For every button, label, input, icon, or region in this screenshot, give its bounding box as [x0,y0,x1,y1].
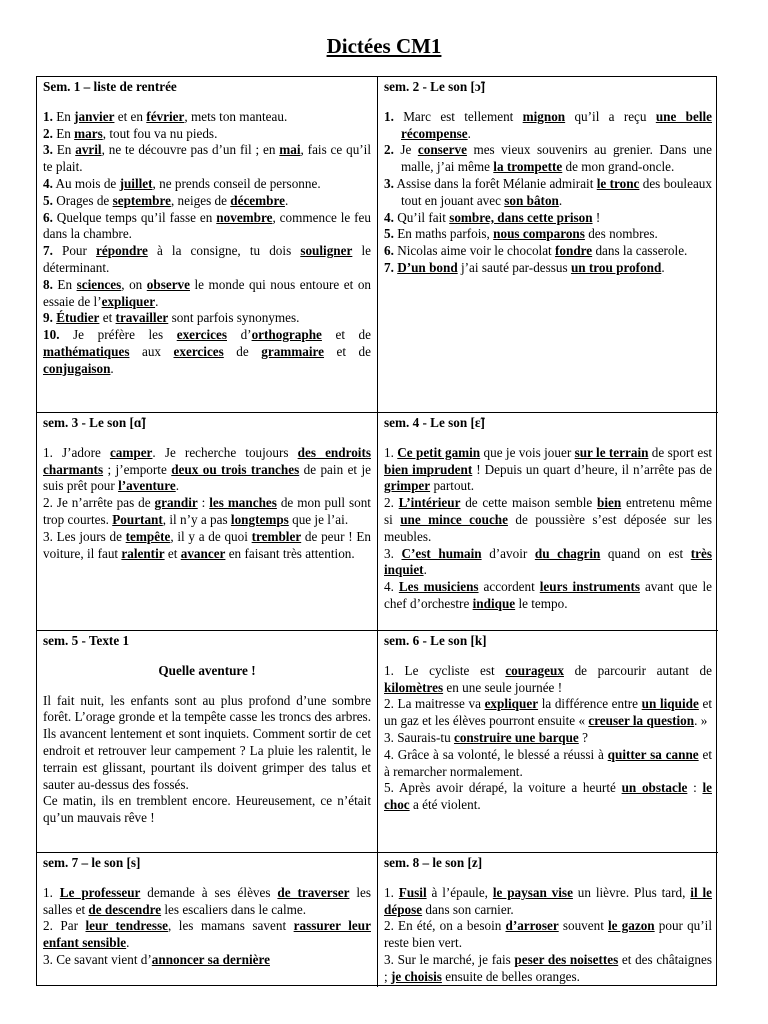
underlined-word: de traverser [277,884,350,900]
sentence [43,918,371,952]
text-run: En [52,108,75,124]
underlined-word: conserve [417,142,467,158]
text-run: 3. Les jours de [43,528,126,544]
text-run: ensuite de belles oranges. [441,968,580,984]
text-run: et un gaz et les élèves pourront ensuite « [384,696,712,729]
text-run: Nicolas aime voir le chocolat [393,243,556,259]
underlined-word: ralentir [121,545,165,561]
text-run: dans son carnier. [422,901,514,917]
text-run: 1. [384,444,398,460]
text-run: d’ [227,327,252,343]
underlined-word: L’intérieur [398,495,461,511]
sentence [43,495,371,529]
sentence [43,109,371,126]
underlined-word: nous comparons [493,226,585,242]
text-run: le tempo. [515,595,568,611]
text-run: 4. Grâce à sa volonté, le blessé a réussi à [384,746,608,762]
underlined-word: je choisis [390,968,442,984]
text-run: le déterminant. [43,243,371,275]
underlined-word: le gazon [608,918,655,934]
underlined-word: novembre [216,209,273,225]
text-run: à l’épaule, [426,884,493,900]
cell-sem-3 [37,413,378,631]
sentence [43,327,371,377]
text-run: 3. Saurais-tu [384,729,454,745]
sentence [384,546,712,580]
underlined-word: le paysan vise [492,884,573,900]
underlined-word: l’aventure [118,478,176,494]
underlined-word: d’arroser [505,918,559,934]
text-run: En maths parfois, [393,226,494,242]
text-run: . [155,293,159,309]
sentence [384,260,712,277]
underlined-word: le choc [384,780,712,813]
underlined-word: mars [74,125,103,141]
text-run: 3. [384,175,394,191]
text-run: pour qu’il reste bien vert. [384,918,712,951]
underlined-word: grammaire [261,343,325,359]
cell-heading: sem. 6 - Le son [k] [384,633,487,648]
underlined-word: un obstacle [621,780,688,796]
underlined-word: grimper [384,478,431,494]
text-run: qu’il a reçu [565,108,656,124]
text-title: Quelle aventure ! [158,662,256,678]
cell-heading: sem. 5 - Texte 1 [43,633,130,648]
text-run: : [687,780,703,796]
underlined-word: expliquer [101,293,156,309]
text-run: de cette maison semble [460,495,597,511]
underlined-word: sur le terrain [574,444,649,460]
text-run: j’ai sauté par-dessus [457,259,571,275]
text-run: Il fait nuit, les enfants sont au plus profond d’une sombre forêt. L’orage gronde et la tempête casse les troncs des arbres. Ils avancent lentement et sont inquiets. Comment sortir de cet endroit et retrouver leur campement ? La pluie les ralentit, le terrain est glissant, pourtant ils doivent grimper des talus et sauter au-dessus des fossés. [43,692,371,792]
text-run: de mon pull sont trop courtes. [43,495,371,527]
underlined-word: de descendre [88,901,162,917]
underlined-word: camper [109,444,153,460]
text-run: de peur ! En voiture, il faut [43,528,371,561]
text-run: de [223,343,262,359]
underlined-word: souligner [300,243,353,259]
text-run: de pain et je suis prêt pour [43,461,372,494]
text-run: de mon grand-oncle. [562,159,675,175]
sentence [43,126,371,143]
underlined-word: grandir [154,495,198,511]
text-run: 4. [43,175,53,191]
text-run: . [126,935,130,951]
sentence [384,918,712,952]
sentence [384,210,712,227]
text-run: 1. [384,884,399,900]
text-run: accordent [478,579,540,595]
text-run: , ne prends conseil de personne. [152,175,321,191]
cell-sem-4 [378,413,718,631]
text-run: de sport est [648,444,712,460]
text-run: Marc est tellement [393,108,523,124]
sentence [43,277,371,311]
underlined-word: orthographe [251,327,322,343]
text-run: 3. Sur le marché, je fais [384,951,515,967]
cell-heading: sem. 3 - Le son [ɑ̃] [43,415,146,430]
text-run: Je préfère les [59,327,177,343]
text-run: a été violent. [409,797,481,813]
text-run: et [99,310,116,326]
text-run: , il n’y a pas [162,511,231,527]
text-run: le monde qui nous entoure et on essaie de l’ [43,276,372,309]
underlined-word: leur tendresse [85,918,168,934]
text-run: , il y a de quoi [170,528,252,544]
underlined-word: D’un bond [397,259,458,275]
text-run: dans la casserole. [592,243,688,259]
sentence [43,193,371,210]
sentence [43,176,371,193]
text-run: , on [121,276,147,292]
text-run: 4. [384,209,394,225]
text-run: que je l’ai. [288,511,349,527]
text-run: de parcourir autant de [563,662,712,678]
dictation-grid [36,76,717,986]
text-run: 3. [43,142,53,158]
sentence [43,952,371,969]
text-run: 7. [43,243,53,259]
underlined-word: juillet [119,175,153,191]
text-run: , tout fou va nu pieds. [102,125,218,141]
underlined-word: un liquide [641,696,699,712]
underlined-word: Pourtant [112,511,163,527]
text-run: 2. [43,125,53,141]
text-run: et de [321,327,371,343]
text-run: 6. [43,209,53,225]
text-run: Ce matin, ils en tremblent encore. Heureusement, ce n’était qu’un mauvais rêve ! [43,793,371,826]
text-run: : [197,495,210,511]
underlined-word: conjugaison [43,360,111,376]
text-run: demande à ses élèves [140,884,278,900]
underlined-word: Ce petit gamin [397,444,481,460]
underlined-word: Les musiciens [398,579,479,595]
underlined-word: observe [146,276,190,292]
text-run: , les mamans savent [167,918,294,934]
sentence [43,693,371,794]
sentence [384,663,712,697]
sentence [384,780,712,814]
underlined-word: les manches [209,495,277,511]
text-run: Orages de [52,192,113,208]
text-run: 2. La maitresse va [384,696,485,712]
underlined-word: rassurer leur enfant sensible [43,918,371,951]
underlined-word: C’est humain [401,545,482,561]
text-run: ! Depuis un quart d’heure, il n’arrête pas de [472,461,712,477]
text-run: 1. [43,108,53,124]
text-run: ! [592,209,601,225]
underlined-word: trembler [251,528,302,544]
text-run: en faisant très attention. [225,545,355,561]
text-run: 2. [384,142,394,158]
underlined-word: Étudier [56,310,100,326]
underlined-word: creuser la question [588,713,695,729]
underlined-word: décembre [230,192,285,208]
sentence [384,952,712,986]
underlined-word: mai [279,142,301,158]
underlined-word: le tronc [596,175,640,191]
sentence [43,445,371,495]
text-run: 1. [384,108,394,124]
text-run: de poussière s’est déposée sur les meubles. [384,511,712,544]
cell-heading: sem. 7 – le son [s] [43,855,141,870]
sentence [43,793,371,827]
sentence [384,176,712,210]
text-run: à la consigne, tu dois [147,243,301,259]
underlined-word: kilomètres [384,679,444,695]
text-run: , neiges de [170,192,231,208]
text-run: aux [129,343,174,359]
underlined-word: février [146,108,185,124]
text-run: les escaliers dans le calme. [161,901,307,917]
underlined-word: du chagrin [534,545,601,561]
underlined-word: sombre, dans cette prison [449,209,593,225]
text-run: des nombres. [584,226,658,242]
cell-sem-5 [37,631,378,853]
underlined-word: Le professeur [59,884,141,900]
text-run: . » [694,713,708,729]
sentence [384,747,712,781]
text-run: d’avoir [481,545,535,561]
underlined-word: des endroits charmants [43,444,371,477]
text-run: 1. J’adore [43,444,110,460]
underlined-word: indique [472,595,516,611]
text-run: 8. [43,276,53,292]
cell-heading: sem. 4 - Le son [ɛ̃] [384,415,485,430]
cell-heading: Sem. 1 – liste de rentrée [43,79,177,94]
text-run: Au mois de [52,175,120,191]
text-run: et [164,545,181,561]
text-run: entretenu même si [384,495,712,527]
sentence [43,310,371,327]
text-run: un lièvre. Plus tard, [572,884,691,900]
text-run: 5. [384,226,394,242]
underlined-word: septembre [112,192,171,208]
text-run: . [558,192,563,208]
text-run: des bouleaux tout en jouant avec [401,175,712,208]
page-title: Dictées CM1 [326,34,442,58]
underlined-word: mathématiques [43,343,130,359]
underlined-word: expliquer [484,696,539,712]
underlined-word: sciences [76,276,122,292]
sentence [384,142,712,176]
sentence [384,730,712,747]
text-run: 7. [384,259,394,275]
text-run: 5. Après avoir dérapé, la voiture a heurté [384,780,622,796]
text-run: quand on est [600,545,691,561]
text-run: . [661,259,665,275]
text-run: et des châtaignes ; [384,951,712,984]
underlined-word: avancer [180,545,226,561]
underlined-word: avril [75,142,102,158]
sentence [384,226,712,243]
underlined-word: longtemps [230,511,289,527]
text-run: 10. [43,327,60,343]
text-run: , mets ton manteau. [184,108,288,124]
sentence [43,529,371,563]
text-run: souvent [558,918,609,934]
underlined-word: travailler [115,310,169,326]
text-run: Quelque temps qu’il fasse en [52,209,217,225]
text-run: 9. [43,310,53,326]
text-run: 3. [384,545,402,561]
underlined-word: annoncer sa dernière [151,951,270,967]
sentence [384,495,712,545]
cell-heading: sem. 8 – le son [z] [384,855,483,870]
text-run: . [467,125,471,141]
text-run: et de [324,343,371,359]
cell-sem-1 [37,77,378,413]
text-run: 3. Ce savant vient d’ [43,951,152,967]
sentence [384,696,712,730]
text-run: En [52,125,75,141]
text-run: mes vieux souvenirs au grenier. Dans une malle, j’ai même [401,142,712,175]
underlined-word: son bâton [504,192,559,208]
text-run: 6. [384,243,394,259]
cell-sem-8 [378,853,718,987]
cell-heading: sem. 2 - Le son [ɔ̃] [384,79,486,94]
text-run: 2. Je n’arrête pas de [43,495,155,511]
text-run: partout. [430,478,475,494]
underlined-word: tempête [125,528,171,544]
text-run: ? [578,729,588,745]
underlined-word: exercices [173,343,224,359]
sentence [384,579,712,613]
text-run: que je vois jouer [480,444,575,460]
text-run: 1. Le cycliste est [384,662,506,678]
cell-sem-7 [37,853,378,987]
text-run: . [284,192,289,208]
text-run: En [52,276,77,292]
text-run: , ne te découvre pas d’un fil ; en [101,142,280,158]
underlined-word: peser des noisettes [514,951,619,967]
underlined-word: courageux [505,662,564,678]
underlined-word: une belle récompense [401,108,713,141]
underlined-word: très inquiet [384,545,712,578]
text-run: Je [393,142,418,158]
cell-sem-6 [378,631,718,853]
underlined-word: une mince couche [400,511,508,527]
underlined-word: deux ou trois tranches [171,461,300,477]
text-run: 5. [43,192,53,208]
text-run: . Je recherche toujours [152,444,298,460]
text-run: Qu’il fait [393,209,450,225]
sentence [384,243,712,260]
sentence [384,445,712,495]
text-run: la différence entre [538,696,642,712]
underlined-word: répondre [96,243,148,259]
underlined-word: bien [597,495,622,511]
text-run: . [423,562,427,578]
underlined-word: fondre [555,243,593,259]
underlined-word: mignon [522,108,566,124]
text-run: en une seule journée ! [443,679,563,695]
underlined-word: construire une barque [453,729,579,745]
sentence [43,243,371,277]
text-run: 2. En été, on a besoin [384,918,506,934]
text-run: , commence le feu dans la chambre. [43,209,371,242]
underlined-word: exercices [176,327,227,343]
text-run: les salles et [43,884,371,917]
cell-sem-2 [378,77,718,413]
underlined-word: janvier [74,108,115,124]
sentence [43,885,371,919]
text-run: ; j’emporte [103,461,172,477]
underlined-word: leurs instruments [539,579,640,595]
underlined-word: un trou profond [570,259,662,275]
text-run: et en [114,108,147,124]
text-run: avant que le chef d’orchestre [384,579,712,611]
text-run: et à remarcher normalement. [384,746,712,779]
sentence [384,885,712,919]
underlined-word: Fusil [398,884,427,900]
text-run: En [52,142,76,158]
underlined-word: la trompette [493,159,563,175]
text-run: . [175,478,180,494]
text-run: 2. [384,495,399,511]
text-run: . [110,360,114,376]
text-run: Assise dans la forêt Mélanie admirait [393,175,597,191]
underlined-word: il le dépose [384,884,712,917]
sentence [384,109,712,143]
sentence [43,142,371,176]
underlined-word: bien imprudent [384,461,473,477]
text-run: sont parfois synonymes. [168,310,300,326]
text-run: 4. [384,579,399,595]
underlined-word: quitter sa canne [607,746,699,762]
text-run: , fais ce qu’il te plait. [43,142,372,175]
text-run: Pour [52,243,97,259]
text-run: 2. Par [43,918,86,934]
sentence [43,210,371,244]
text-run: 1. [43,884,60,900]
